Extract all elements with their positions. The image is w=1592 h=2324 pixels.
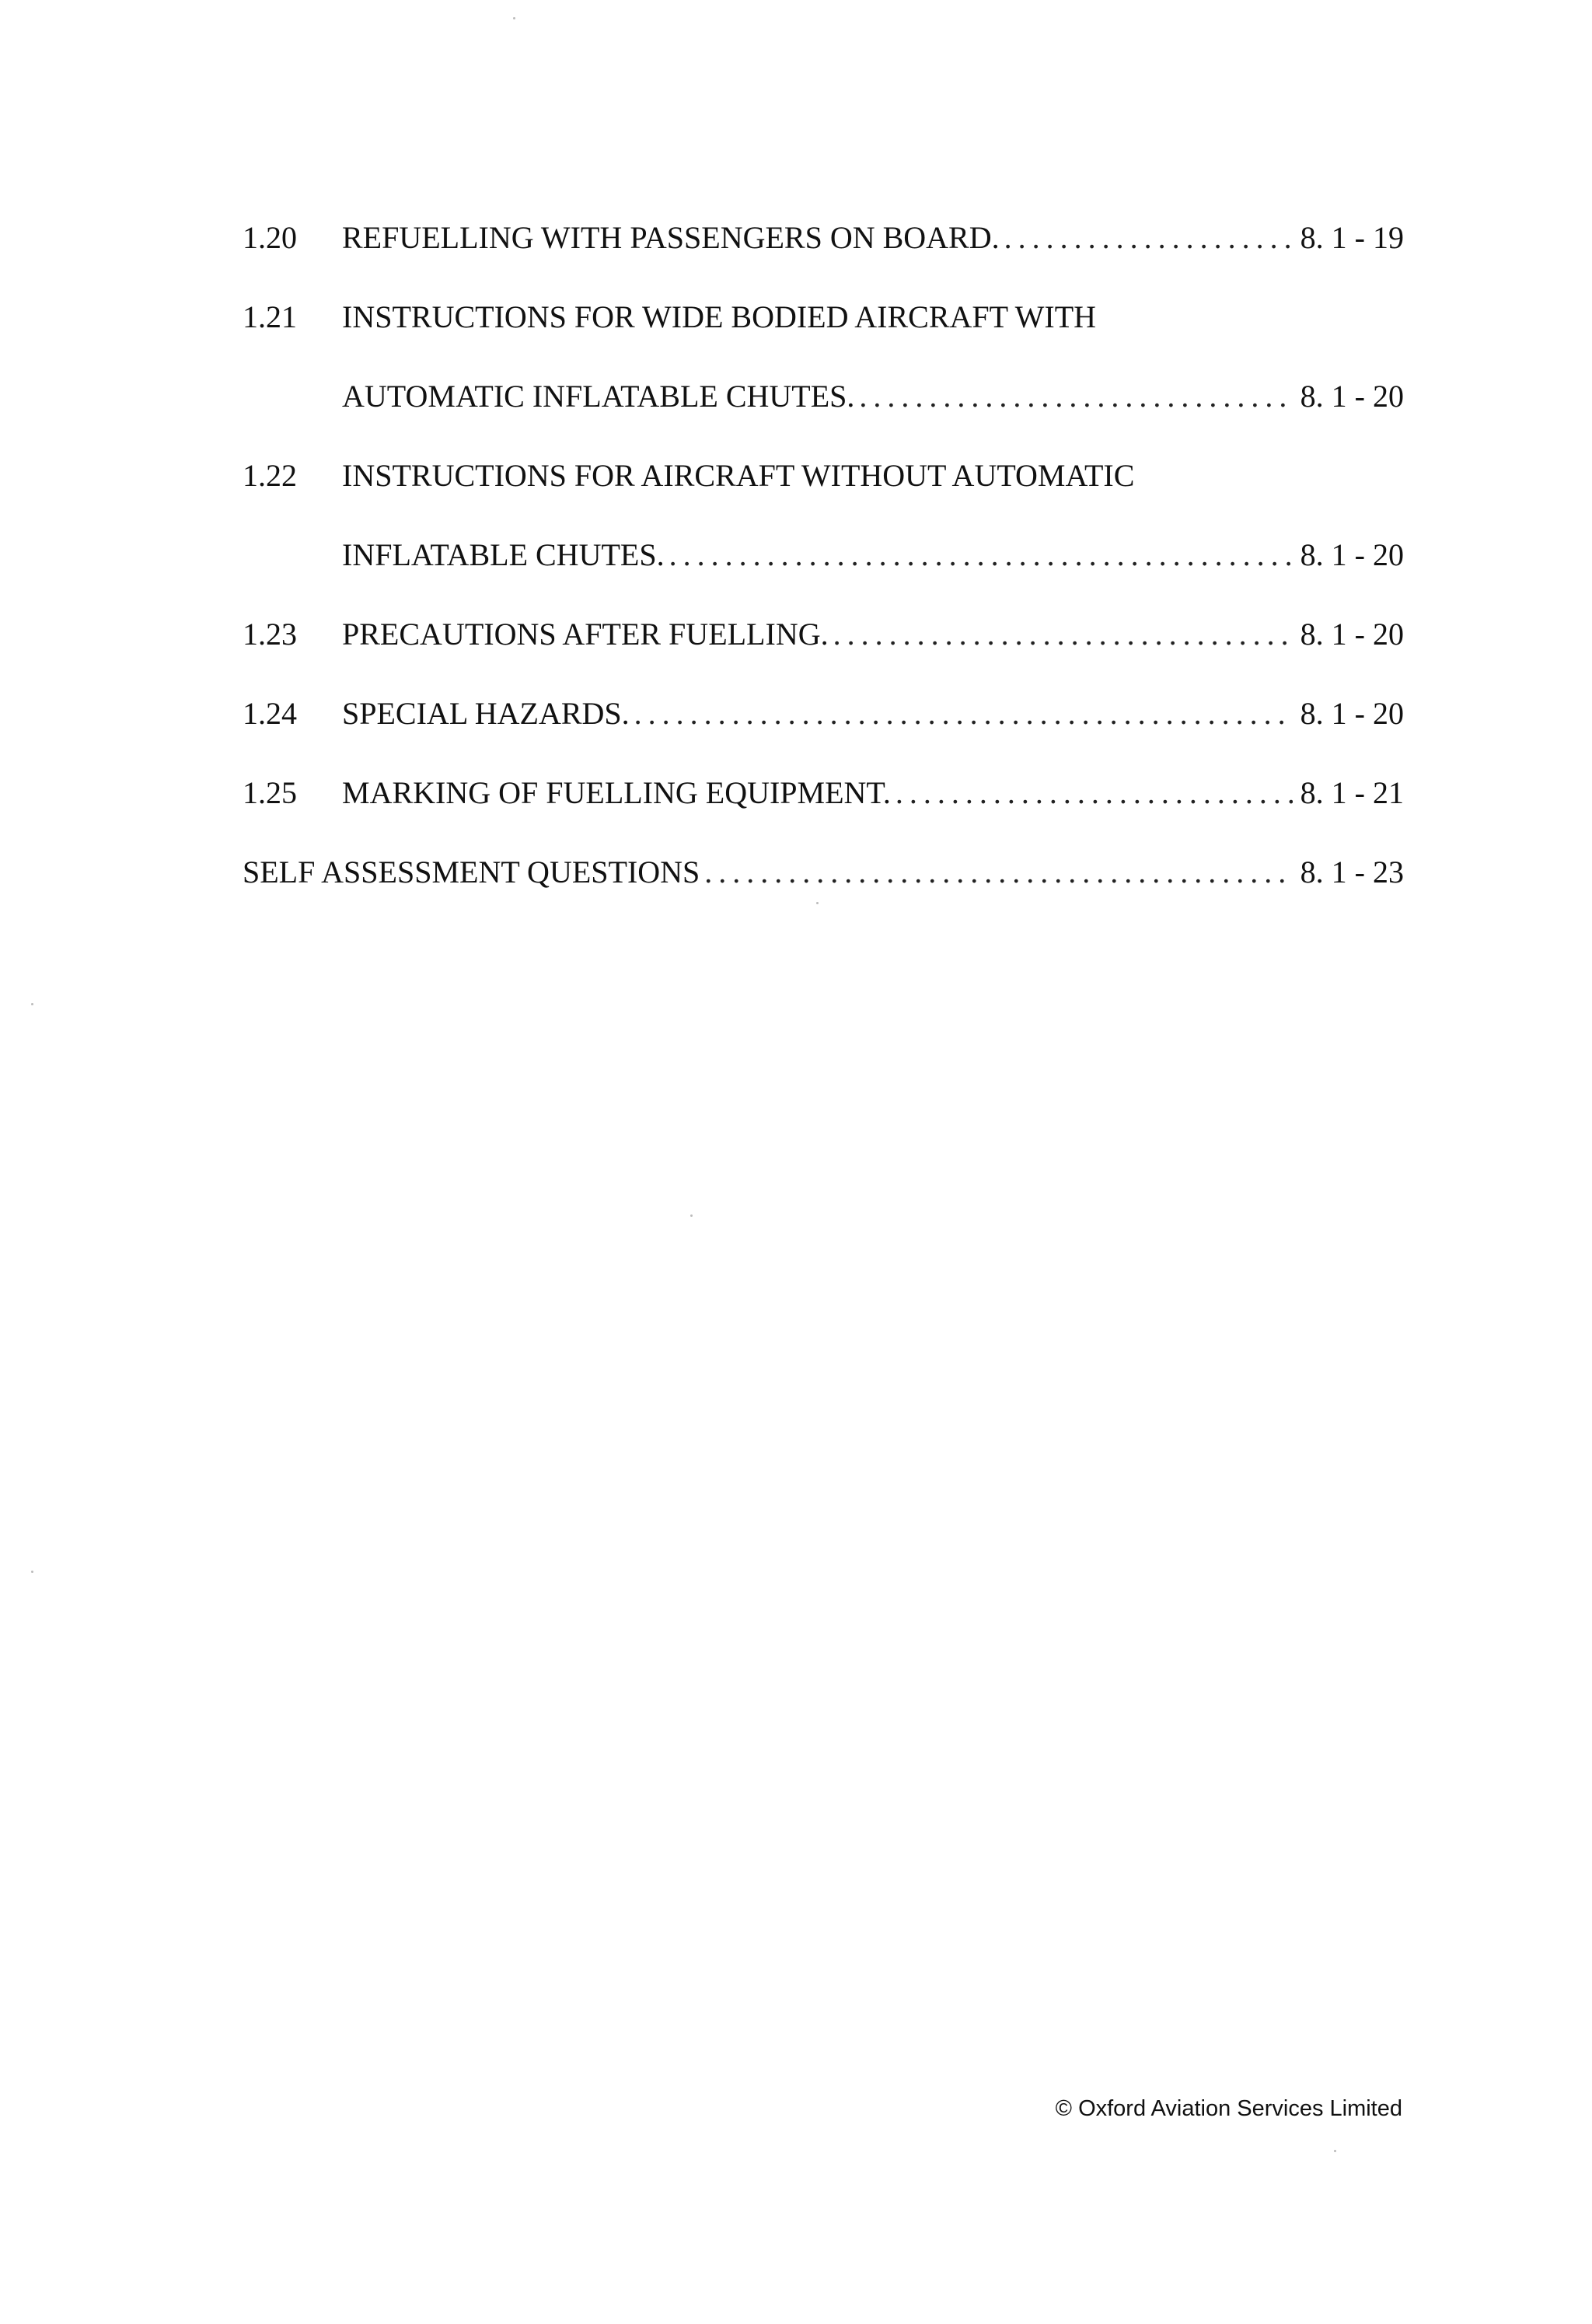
scan-speck [690,1214,693,1217]
toc-entry-page: 8. 1 - 19 [1300,220,1404,255]
scan-speck [31,1003,33,1005]
toc-entry-1-23 [243,613,1404,692]
copyright-footer: © Oxford Aviation Services Limited [1055,2096,1402,2121]
toc-leader-dots [669,533,1293,577]
toc-entry-title: INSTRUCTIONS FOR WIDE BODIED AIRCRAFT WITH [342,299,1097,334]
toc-leader-dots [896,771,1293,815]
toc-leader-dots [634,692,1293,736]
scan-speck [1334,2150,1336,2152]
toc-entry-1-21-continued [243,375,1404,454]
table-of-contents [243,216,1404,930]
toc-entry-page: 8. 1 - 23 [1300,854,1404,889]
toc-entry-page: 8. 1 - 21 [1300,775,1404,810]
scan-speck [816,902,819,904]
toc-entry-number: 1.23 [243,617,297,652]
toc-entry-title: AUTOMATIC INFLATABLE CHUTES. [342,379,855,414]
toc-entry-title: PRECAUTIONS AFTER FUELLING. [342,617,829,652]
toc-leader-dots [833,613,1293,656]
toc-entry-title: SPECIAL HAZARDS. [342,696,630,731]
toc-entry-title: REFUELLING WITH PASSENGERS ON BOARD. [342,220,1000,255]
toc-entry-1-25 [243,771,1404,851]
toc-entry-title: MARKING OF FUELLING EQUIPMENT. [342,775,891,810]
toc-entry-1-24 [243,692,1404,771]
toc-entry-self-assessment [243,851,1404,930]
toc-entry-1-22-continued [243,533,1404,613]
toc-entry-page: 8. 1 - 20 [1300,617,1404,652]
scan-speck [513,17,515,19]
toc-entry-number: 1.25 [243,775,297,810]
toc-entry-1-22 [243,454,1404,533]
toc-leader-dots [1004,216,1293,260]
toc-entry-page: 8. 1 - 20 [1300,696,1404,731]
toc-entry-number: 1.24 [243,696,297,731]
toc-entry-title: INFLATABLE CHUTES. [342,537,665,572]
toc-entry-1-20 [243,216,1404,295]
scan-speck [31,1571,33,1573]
toc-entry-title: SELF ASSESSMENT QUESTIONS [243,854,700,889]
toc-entry-title: INSTRUCTIONS FOR AIRCRAFT WITHOUT AUTOMATIC [342,458,1135,493]
toc-entry-number: 1.22 [243,458,297,493]
toc-entry-page: 8. 1 - 20 [1300,379,1404,414]
toc-leader-dots [704,851,1292,894]
toc-entry-number: 1.21 [243,299,297,334]
toc-entry-1-21 [243,295,1404,375]
toc-entry-number: 1.20 [243,220,297,255]
toc-entry-page: 8. 1 - 20 [1300,537,1404,572]
toc-leader-dots [859,375,1292,418]
